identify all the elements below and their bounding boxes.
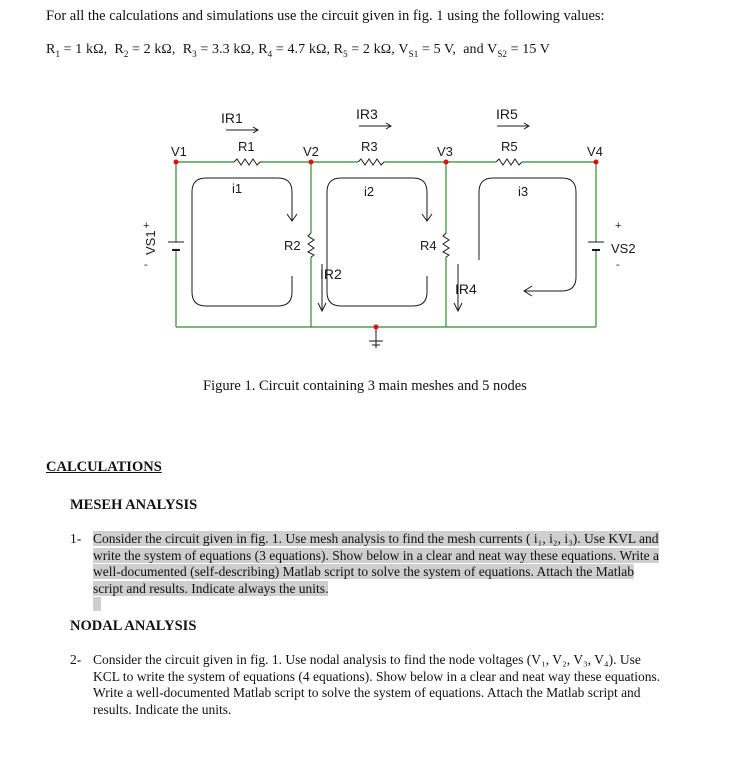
- label-vs2-plus: +: [615, 220, 622, 232]
- resistor-r4: [443, 233, 449, 257]
- intro-text: For all the calculations and simulations use the circuit given in fig. 1 using the following values:: [46, 8, 605, 24]
- nodal-analysis-heading: NODAL ANALYSIS: [70, 618, 197, 634]
- label-v4: V4: [587, 144, 603, 159]
- label-r5: R5: [501, 139, 518, 154]
- resistor-r2: [308, 233, 314, 257]
- mesh-analysis-heading: MESEH ANALYSIS: [70, 497, 198, 513]
- r3-value: = 3.3 kΩ,: [200, 42, 255, 57]
- ground-symbol: [369, 327, 383, 348]
- node-v2: [309, 160, 314, 165]
- mesh-i1-loop: [192, 178, 292, 306]
- task-2-line: Consider the circuit given in fig. 1. Use nodal analysis to find the node voltages (V₁, V₂, V₃, V₄). Use: [93, 652, 641, 667]
- node-ground: [374, 325, 379, 330]
- task-2-line: KCL to write the system of equations (4 equations). Show below in a clear and neat way these equations.: [93, 668, 661, 684]
- label-r2: R2: [284, 238, 301, 253]
- task-1-line: well-documented (self-describing) Matlab script to solve the system of equations. Attach the Matlab: [93, 564, 634, 579]
- resistor-r3: [358, 159, 384, 165]
- label-vs2: VS2: [611, 241, 636, 256]
- task-1-line: write the system of equations (3 equations). Show below in a clear and neat way these equations. Write a: [93, 547, 660, 563]
- label-vs1-plus: +: [143, 220, 150, 232]
- task-2-text: [93, 652, 715, 718]
- resistor-r5: [496, 159, 522, 165]
- r5-value: = 2 kΩ,: [351, 42, 395, 57]
- node-v4: [594, 160, 599, 165]
- node-v3: [444, 160, 449, 165]
- circuit-diagram: [0, 90, 751, 375]
- task-2-line: Write a well-documented Matlab script to solve the system of equations. Attach the Matlab script and: [93, 685, 641, 700]
- battery-vs1: [168, 242, 184, 250]
- label-vs1: VS1: [143, 230, 158, 255]
- label-i3: i3: [518, 184, 529, 199]
- figure-caption: Figure 1. Circuit containing 3 main meshes and 5 nodes: [203, 378, 527, 394]
- calculations-heading: CALCULATIONS: [46, 459, 162, 475]
- label-ir5: IR5: [496, 106, 518, 122]
- selection-highlight-bar: [93, 597, 101, 611]
- label-r4: R4: [420, 238, 437, 253]
- circuit-labels: [143, 106, 636, 297]
- resistor-r1: [234, 159, 262, 165]
- r4-value: = 4.7 kΩ,: [275, 42, 331, 57]
- label-i2: i2: [364, 184, 375, 199]
- component-values: $R_1 = 1$ kΩ, $R_2 = 2$ kΩ, $R_3 = 3.3$ kΩ, $R_4 = 4.7$ kΩ, $R_5 = 2$ kΩ, $V_{S1} = 5$ V, and $V_{S2} = 15$ V: [46, 42, 550, 59]
- task-1-text: [93, 531, 715, 597]
- task-1-line: script and results. Indicate always the units.: [93, 580, 329, 596]
- label-ir2: IR2: [320, 266, 342, 282]
- vs1-value: = 5 V,: [421, 42, 457, 57]
- label-vs2-minus: -: [616, 259, 620, 271]
- task-2-line: results. Indicate the units.: [93, 701, 232, 717]
- label-ir4: IR4: [455, 281, 477, 297]
- task-1-number: 1-: [70, 531, 82, 546]
- label-r1: R1: [238, 139, 255, 154]
- task-1-line: Consider the circuit given in fig. 1. Use mesh analysis to find the mesh currents ( i₁, i₂, i₃). Use KVL and: [93, 531, 659, 546]
- vs2-value: = 15 V: [510, 42, 550, 57]
- label-i1: i1: [232, 181, 243, 196]
- label-r3: R3: [361, 139, 378, 154]
- label-vs1-minus: -: [144, 259, 148, 271]
- label-ir3: IR3: [356, 106, 378, 122]
- r1-value: = 1 kΩ,: [63, 42, 108, 57]
- and-word: and: [463, 42, 484, 57]
- label-ir1: IR1: [221, 110, 243, 126]
- r2-value: = 2 kΩ,: [132, 42, 176, 57]
- label-v2: V2: [303, 144, 319, 159]
- label-v3: V3: [437, 144, 453, 159]
- battery-vs2: [588, 242, 604, 250]
- mesh-i2-loop: [327, 178, 427, 306]
- label-v1: V1: [171, 144, 187, 159]
- task-2-number: 2-: [70, 652, 82, 667]
- node-v1: [174, 160, 179, 165]
